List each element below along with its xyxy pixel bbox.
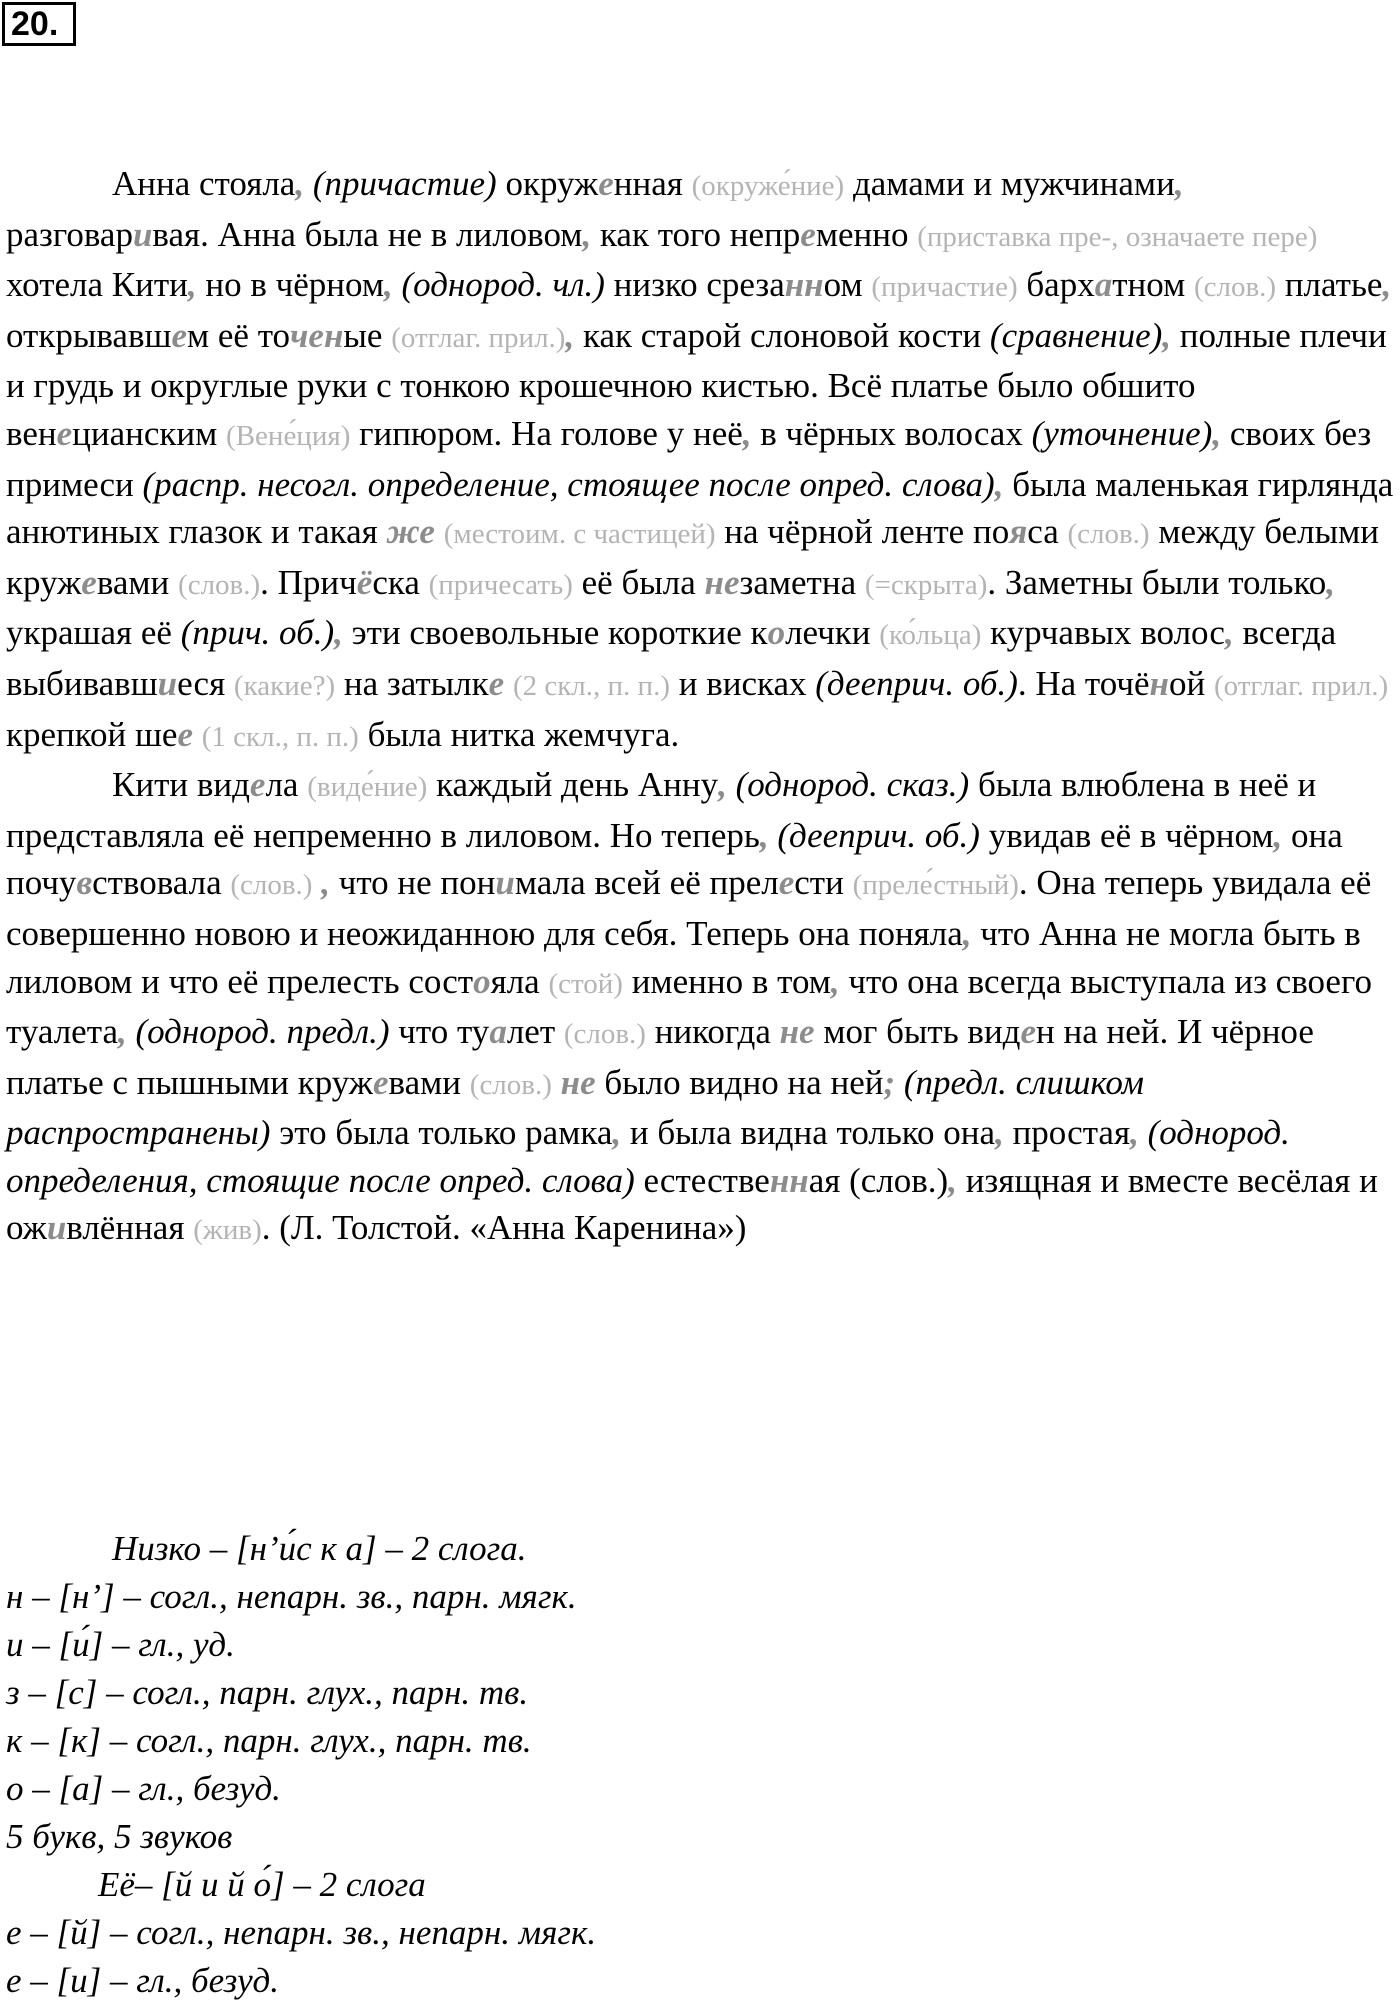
italic-note: (сравнение) — [989, 315, 1163, 355]
highlighted-letter: , — [334, 613, 343, 653]
italic-note: (дееприч. об.) — [815, 663, 1018, 703]
highlighted-letter: , — [830, 961, 840, 1001]
highlighted-letter: , — [582, 214, 592, 254]
gray-annotation: (ко́льца) — [879, 619, 982, 652]
highlighted-letter: же — [386, 512, 435, 552]
gray-annotation: (местоим. с частицей) — [443, 518, 716, 551]
highlighted-letter: о — [767, 613, 786, 653]
highlighted-letter: нн — [784, 265, 824, 305]
italic-note: (однород. сказ.) — [735, 765, 970, 805]
highlighted-letter: е — [1020, 1012, 1037, 1052]
highlighted-letter: и — [495, 863, 515, 903]
gray-annotation: (Вене́ция) — [226, 419, 351, 452]
highlighted-letter: , — [1162, 315, 1172, 355]
phonetic-line: к – [к] – согл., парн. глух., парн. тв. — [6, 1721, 532, 1760]
highlighted-letter: , — [1382, 265, 1392, 305]
gray-annotation: (жив) — [193, 1214, 262, 1247]
gray-annotation: (слов.) — [178, 568, 261, 601]
highlighted-letter: , — [1212, 413, 1222, 453]
highlighted-letter: е — [800, 214, 816, 254]
highlighted-letter: чен — [290, 315, 344, 355]
highlighted-letter: , — [1224, 613, 1234, 653]
highlighted-letter: , — [295, 164, 305, 203]
phonetic-line: е – [й] – согл., непарн. зв., непарн. мягк. — [6, 1913, 597, 1952]
gray-annotation: (какие?) — [233, 669, 336, 702]
phonetic-line: 5 букв, 5 звуков — [6, 1817, 233, 1856]
phonetic-line: з – [с] – согл., парн. глух., парн. тв. — [6, 1673, 529, 1712]
highlighted-letter: в — [76, 863, 93, 903]
highlighted-letter: е — [249, 765, 266, 805]
paragraph-1: Анна стояла, (причастие) окруженная (окруже́ние) дамами и мужчинами, разговаривая. Анна была не в лиловом, как того непременно (приставка пре-, означаете пере) хотела Кити, но в чёрном, (однород. чл.) низко срезанном (причастие) бархатном (слов.) платье, открывавшем её точеные (отглаг. прил.), как старой слоновой кости (сравнение), полные плечи и грудь и округлые руки с тонкою крошечною кистью. Всё платье было обшито венецианским (Вене́ция) гипюром. На голове у неё, в чёрных волосах (уточнение), своих без примеси (распр. несогл. определение, стоящее после опред. слова), была маленькая гирлянда анютиных глазок и такая же (местоим. с частицей) на чёрной ленте пояса (слов.) между белыми кружевами (слов.). Причёска (причесать) её была незаметна (=скрыта). Заметны были только, украшая её (прич. об.), эти своевольные короткие колечки (ко́льца) курчавых волос, всегда выбивавшиеся (какие?) на затылке (2 скл., п. п.) и висках (дееприч. об.). На точёной (отглаг. прил.) крепкой шее (1 скл., п. п.) была нитка жемчуга. — [6, 164, 1394, 754]
gray-annotation: (приставка пре-, означаете пере) — [917, 220, 1318, 253]
gray-annotation: (окруже́ние) — [691, 170, 845, 202]
highlighted-letter: , — [1326, 562, 1335, 602]
gray-annotation: (=скрыта) — [864, 568, 988, 601]
gray-annotation: (причастие) — [871, 271, 1018, 304]
highlighted-letter: я — [1009, 512, 1028, 552]
phonetic-line: Низко – [н’и́с к а] – 2 слога. — [112, 1529, 527, 1568]
highlighted-letter: а — [489, 1012, 507, 1052]
gray-annotation: (отглаг. прил.) — [391, 321, 566, 354]
exercise-number: 20. — [2, 2, 76, 46]
highlighted-letter: , — [117, 1012, 127, 1052]
gray-annotation: (отглаг. прил.) — [1213, 669, 1389, 702]
highlighted-letter: и — [132, 214, 153, 254]
highlighted-letter: , — [995, 1113, 1004, 1153]
highlighted-letter: ; — [883, 1062, 896, 1102]
phonetic-line: е – [и] – гл., безуд. — [6, 1961, 279, 2000]
highlighted-letter: , — [718, 765, 727, 805]
highlighted-letter: , — [962, 913, 972, 953]
gray-annotation: (слов.) — [469, 1068, 552, 1101]
highlighted-letter: , — [384, 265, 393, 305]
gray-annotation: (1 скл., п. п.) — [201, 720, 359, 753]
phonetic-analysis — [6, 1525, 1394, 2005]
highlighted-letter: е — [81, 562, 97, 602]
gray-annotation: (стой) — [548, 967, 623, 1000]
highlighted-letter: , — [1273, 815, 1283, 855]
highlighted-letter: е — [56, 413, 73, 453]
gray-annotation: (слов.) — [230, 869, 313, 902]
phonetic-line: н – [н’] – согл., непарн. зв., парн. мягк. — [6, 1577, 577, 1616]
highlighted-letter: , — [321, 863, 330, 903]
gray-annotation: (слов.) — [1193, 271, 1277, 304]
gray-annotation: (2 скл., п. п.) — [512, 669, 670, 702]
highlighted-letter: а — [1094, 265, 1113, 305]
highlighted-letter: не — [560, 1062, 596, 1102]
highlighted-letter: нн — [769, 1160, 809, 1200]
highlighted-letter: и — [157, 663, 178, 703]
highlighted-letter: е — [177, 714, 194, 754]
highlighted-letter: , — [994, 464, 1004, 504]
highlighted-letter: , — [759, 815, 769, 855]
highlighted-letter: , — [187, 265, 197, 305]
highlighted-letter: , — [948, 1160, 957, 1200]
italic-note: (уточнение) — [1031, 413, 1213, 453]
italic-note: (предл. слишком распространены) — [6, 1062, 1144, 1153]
italic-note: (причастие) — [312, 164, 497, 203]
highlighted-letter: и — [46, 1208, 67, 1248]
highlighted-letter: не — [779, 1012, 815, 1052]
italic-note: (прич. об.) — [180, 613, 335, 653]
highlighted-letter: , — [742, 413, 752, 453]
paragraph-2: Кити видела (виде́ние) каждый день Анну, (однород. сказ.) была влюблена в неё и представляла её непременно в лиловом. Но теперь, (дееприч. об.) увидав её в чёрном, она почувствовала (слов.) , что не понимала всей её прелести (преле́стный). Она теперь увидала её совершенно новою и неожиданною для себя. Теперь она поняла, что Анна не могла быть в лиловом и что её прелесть состояла (стой) именно в том, что она всегда выступала из своего туалета, (однород. предл.) что туалет (слов.) никогда не мог быть виден на ней. И чёрное платье с пышными кружевами (слов.) не было видно на ней; (предл. слишком распространены) это была только рамка, и была видна только она, простая, (однород. определения, стоящие после опред. слова) естественная (слов.), изящная и вместе весёлая и оживлённая (жив). (Л. Толстой. «Анна Каренина») — [6, 765, 1378, 1248]
highlighted-letter: о — [473, 961, 491, 1001]
italic-note: (дееприч. об.) — [777, 815, 980, 855]
highlighted-letter: ё — [356, 562, 373, 602]
exercise-text — [6, 160, 1394, 1255]
phonetic-line: и – [и́] – гл., уд. — [6, 1625, 235, 1664]
gray-annotation: (преле́стный) — [852, 869, 1019, 902]
italic-note: (однород. чл.) — [401, 265, 605, 305]
italic-note: (однород. предл.) — [135, 1012, 390, 1052]
highlighted-letter: , — [1130, 1113, 1139, 1153]
highlighted-letter: е — [171, 315, 187, 355]
phonetic-line: Её– [й и й о́] – 2 слога — [98, 1865, 426, 1904]
italic-note: (распр. несогл. определение, стоящее после опред. слова) — [142, 464, 995, 504]
gray-annotation: (слов.) — [1067, 518, 1150, 551]
highlighted-letter: , — [565, 315, 575, 355]
highlighted-letter: , — [1174, 164, 1184, 203]
gray-annotation: (виде́ние) — [307, 771, 428, 804]
gray-annotation: (причесать) — [428, 568, 573, 601]
highlighted-letter: не — [704, 562, 740, 602]
highlighted-letter: , — [612, 1113, 622, 1153]
highlighted-letter: н — [1149, 663, 1169, 703]
italic-note: (однород. определения, стоящие после опред. слова) — [6, 1113, 1290, 1200]
phonetic-line: о – [а] – гл., безуд. — [6, 1769, 281, 1808]
highlighted-letter: е — [778, 863, 795, 903]
highlighted-letter: е — [598, 164, 614, 203]
gray-annotation: (слов.) — [563, 1018, 646, 1051]
highlighted-letter: е — [373, 1062, 389, 1102]
highlighted-letter: е — [488, 663, 505, 703]
